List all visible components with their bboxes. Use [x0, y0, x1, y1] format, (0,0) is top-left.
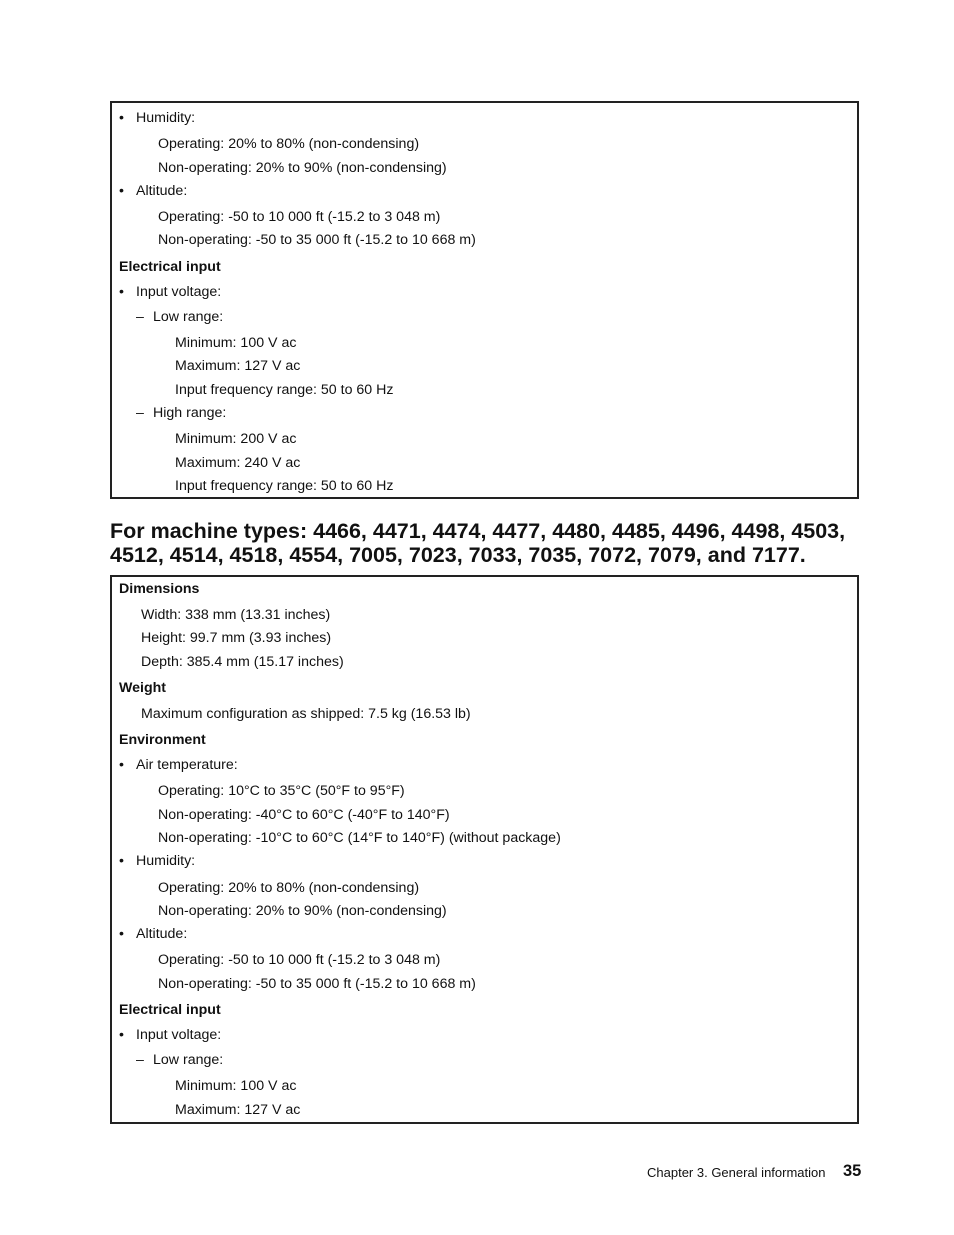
spec-box-continued: [110, 101, 859, 499]
bullet-icon: •: [119, 926, 124, 942]
high-range-label: High range:: [153, 405, 227, 421]
low-range-label: Low range:: [153, 309, 224, 325]
bullet-icon: •: [119, 853, 124, 869]
input-voltage-label: Input voltage:: [136, 1027, 222, 1043]
bullet-icon: •: [119, 183, 124, 199]
section-heading: [110, 519, 870, 567]
air-temperature-operating: Operating: 10°C to 35°C (50°F to 95°F): [158, 783, 405, 799]
dash-icon: –: [136, 1052, 144, 1068]
weight-heading: Weight: [119, 680, 167, 696]
altitude-label: Altitude:: [136, 183, 188, 199]
dash-icon: –: [136, 309, 144, 325]
dimension-height: Height: 99.7 mm (3.93 inches): [141, 630, 332, 646]
section-heading-line-2: 4512, 4514, 4518, 4554, 7005, 7023, 7033, 7035, 7072, 7079, and 7177.: [110, 543, 806, 567]
humidity-label: Humidity:: [136, 110, 196, 126]
electrical-input-heading: Electrical input: [119, 1002, 221, 1018]
humidity-nonoperating: Non-operating: 20% to 90% (non-condensing): [158, 160, 447, 176]
page-number: 35: [843, 1162, 862, 1180]
altitude-nonoperating: Non-operating: -50 to 35 000 ft (-15.2 to 10 668 m): [158, 232, 476, 248]
weight-maximum: Maximum configuration as shipped: 7.5 kg (16.53 lb): [141, 706, 471, 722]
electrical-input-heading: Electrical input: [119, 259, 221, 275]
low-range-minimum: Minimum: 100 V ac: [175, 335, 297, 351]
dimension-width: Width: 338 mm (13.31 inches): [141, 607, 331, 623]
high-range-minimum: Minimum: 200 V ac: [175, 431, 297, 447]
section-heading-line-1: For machine types: 4466, 4471, 4474, 4477, 4480, 4485, 4496, 4498, 4503,: [110, 519, 846, 543]
high-range-frequency: Input frequency range: 50 to 60 Hz: [175, 478, 394, 494]
humidity-operating: Operating: 20% to 80% (non-condensing): [158, 880, 420, 896]
air-temperature-label: Air temperature:: [136, 757, 238, 773]
footer-chapter: Chapter 3. General information: [647, 1165, 826, 1180]
altitude-label: Altitude:: [136, 926, 188, 942]
low-range-label: Low range:: [153, 1052, 224, 1068]
dash-icon: –: [136, 405, 144, 421]
input-voltage-label: Input voltage:: [136, 284, 222, 300]
dimensions-heading: Dimensions: [119, 581, 200, 597]
altitude-nonoperating: Non-operating: -50 to 35 000 ft (-15.2 to 10 668 m): [158, 976, 476, 992]
spec-box-machine-types: [110, 575, 859, 1124]
low-range-maximum: Maximum: 127 V ac: [175, 358, 301, 374]
bullet-icon: •: [119, 757, 124, 773]
bullet-icon: •: [119, 110, 124, 126]
altitude-operating: Operating: -50 to 10 000 ft (-15.2 to 3 048 m): [158, 952, 441, 968]
environment-heading: Environment: [119, 732, 206, 748]
humidity-operating: Operating: 20% to 80% (non-condensing): [158, 136, 420, 152]
altitude-operating: Operating: -50 to 10 000 ft (-15.2 to 3 048 m): [158, 209, 441, 225]
air-temperature-nonoperating: Non-operating: -40°C to 60°C (-40°F to 140°F): [158, 807, 450, 823]
high-range-maximum: Maximum: 240 V ac: [175, 455, 301, 471]
low-range-minimum: Minimum: 100 V ac: [175, 1078, 297, 1094]
bullet-icon: •: [119, 1027, 124, 1043]
low-range-frequency: Input frequency range: 50 to 60 Hz: [175, 382, 394, 398]
low-range-maximum: Maximum: 127 V ac: [175, 1102, 301, 1118]
dimension-depth: Depth: 385.4 mm (15.17 inches): [141, 654, 344, 670]
bullet-icon: •: [119, 284, 124, 300]
humidity-label: Humidity:: [136, 853, 196, 869]
humidity-nonoperating: Non-operating: 20% to 90% (non-condensing): [158, 903, 447, 919]
air-temperature-nonoperating-no-package: Non-operating: -10°C to 60°C (14°F to 140°F) (without package): [158, 830, 561, 846]
